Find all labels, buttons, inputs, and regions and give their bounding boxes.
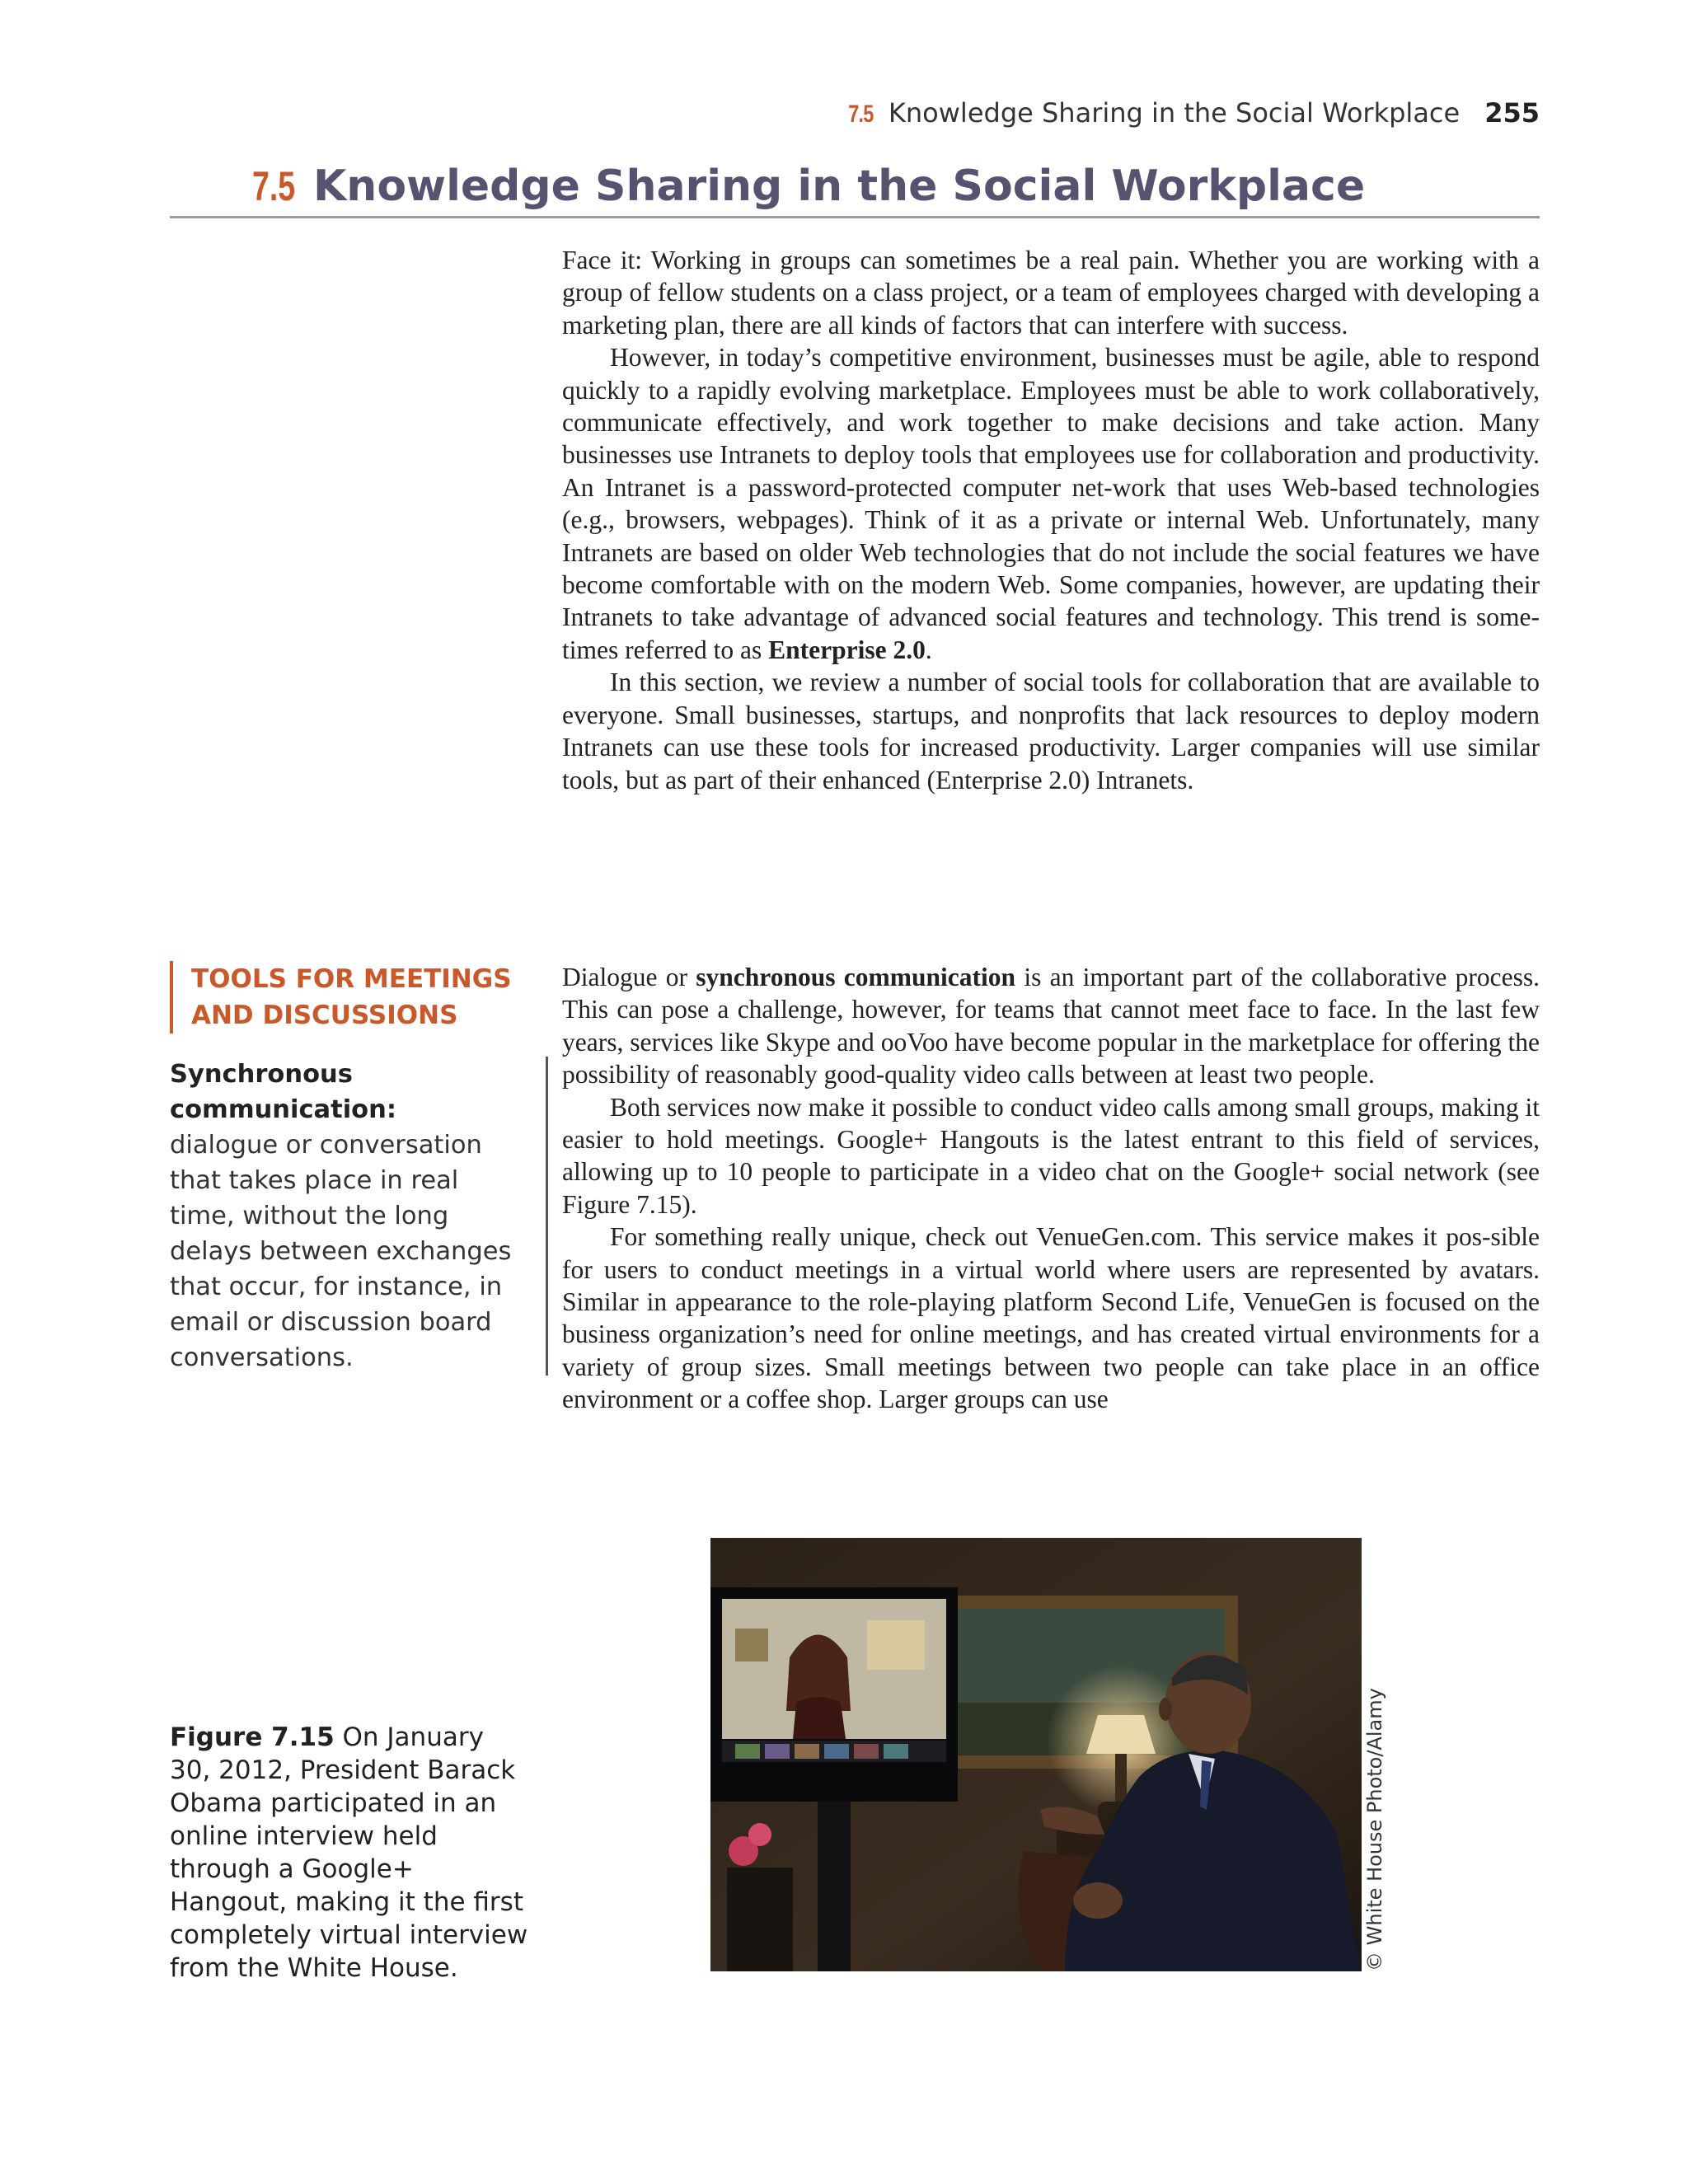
intro-paragraph-2-end: . bbox=[925, 635, 932, 664]
intro-paragraph-3: In this section, we review a number of social tools for collaboration that are available to everyone. Small businesses, startups, and nonprofits that lack resources to deploy modern Intranets can use these tools for increased productivity. Larger companies will use similar tools, but as part of their enhanced (Enterprise 2.0) Intranets. bbox=[562, 668, 1540, 794]
running-head-section-number: 7.5 bbox=[848, 101, 874, 128]
meetings-text bbox=[562, 961, 1540, 1416]
lamp-shade bbox=[1086, 1715, 1156, 1754]
section-number: 7.5 bbox=[252, 163, 296, 209]
margin-head-line-2: AND DISCUSSIONS bbox=[191, 1001, 458, 1030]
meetings-paragraph-1 bbox=[562, 961, 1540, 1091]
meetings-paragraph-3: For something really unique, check out VenueGen.com. This service makes it pos-sible for users to conduct meetings in a virtual world where users are represented by avatars. Similar in appearance to the role-playing platform Second Life, VenueGen is focused on the business organization’s need for online meetings, and has created virtual environments for a variety of group sizes. Small meetings between two people can take place in an office environment or a coffee shop. Larger groups can use bbox=[562, 1222, 1540, 1414]
intro-paragraph-1: Face it: Working in groups can sometimes be a real pain. Whether you are working with a group of fellow students on a class project, or a team of employees charged with developing a marketing plan, there are all kinds of factors that can interfere with success. bbox=[562, 246, 1540, 340]
intro-paragraph-2 bbox=[562, 341, 1540, 666]
glossary-text: dialogue or conversation that takes place in real time, without the long delays between exchanges that occur, for instance, in email or discussion board conversations. bbox=[170, 1131, 512, 1372]
photo-credit-text: © White House Photo/Alamy bbox=[1363, 1688, 1386, 1971]
glossary-term: Synchronous communication: bbox=[170, 1060, 397, 1124]
meetings-paragraph-2: Both services now make it possible to conduct video calls among small groups, making it easier to hold meetings. Google+ Hangouts is the latest entrant to this field of services, allowing up to 10 people to participate in a video chat on the Google+ social network (see Figure 7.15). bbox=[562, 1092, 1540, 1219]
key-term-enterprise-2: Enterprise 2.0 bbox=[768, 635, 926, 664]
margin-head-line-1: TOOLS FOR MEETINGS bbox=[191, 964, 512, 994]
meetings-paragraph-1-text: is an important part of the collaborative process. This can pose a challenge, however, for teams that cannot meet face to face. In the last few years, services like Skype and ooVoo have become popular in the marketplace for offering the possibility of reasonably good-quality video calls between at least two people. bbox=[562, 963, 1540, 1090]
video-interview-illustration bbox=[710, 1538, 1362, 1971]
heading-rule bbox=[170, 216, 1540, 218]
margin-head bbox=[170, 961, 521, 1033]
running-head bbox=[845, 97, 1540, 129]
photo-credit bbox=[1363, 1538, 1403, 1971]
glossary-definition bbox=[170, 1057, 548, 1376]
figure-caption bbox=[170, 1721, 532, 1985]
figure-photo bbox=[710, 1538, 1362, 1971]
intro-paragraph-2-text: However, in today’s competitive environment, businesses must be agile, able to respond quickly to a rapidly evolving marketplace. Employees must be able to work collaboratively, communicate effectively, and work together to make decisions and take action. Many businesses use Intranets to deploy tools that employees use for collaboration and productivity. An Intranet is a password-protected computer net-work that uses Web-based technologies (e.g., browsers, webpages). Think of it as a private or internal Web. Unfortunately, many Intranets are based on older Web technologies that do not include the social features we have become comfortable with on the modern Web. Some companies, however, are updating their Intranets to take advantage of advanced social features and technology. This trend is some-times referred to as bbox=[562, 343, 1540, 664]
section-title: Knowledge Sharing in the Social Workplace bbox=[313, 162, 1366, 211]
figure-label: Figure 7.15 bbox=[170, 1722, 335, 1752]
running-head-title: Knowledge Sharing in the Social Workplace bbox=[888, 97, 1461, 129]
figure-caption-text: On January 30, 2012, President Barack Obama participated in an online interview held through a Google+ Hangout, making it the first completely virtual interview from the White House. bbox=[170, 1722, 528, 1983]
key-term-synchronous-communication: synchronous communication bbox=[696, 963, 1016, 991]
meetings-paragraph-1-start: Dialogue or bbox=[562, 963, 696, 991]
section-heading bbox=[252, 162, 1365, 211]
page-number: 255 bbox=[1484, 97, 1540, 129]
intro-text bbox=[562, 244, 1540, 796]
